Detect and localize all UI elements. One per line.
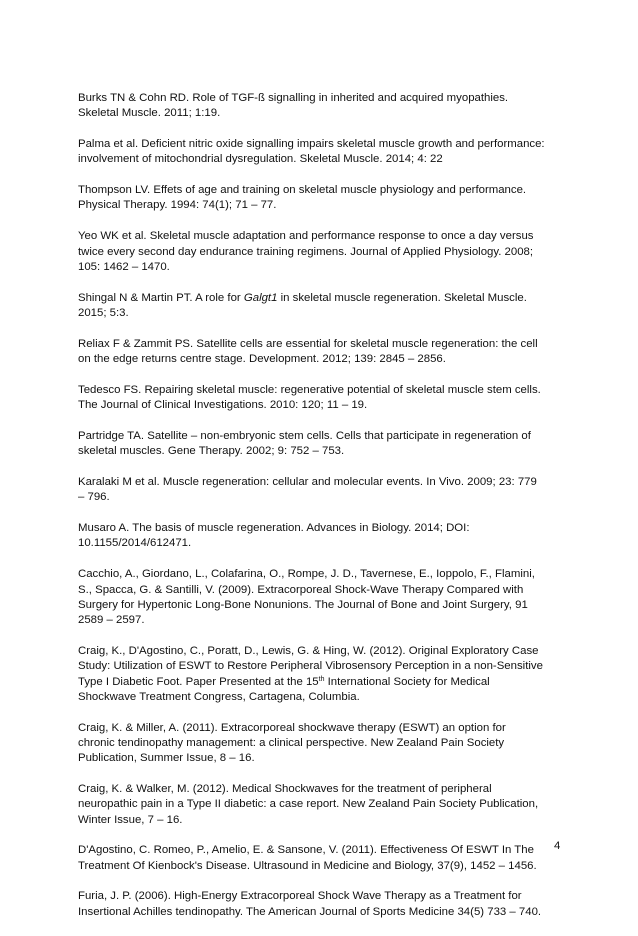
reference-item xyxy=(78,337,572,368)
reference-line: involvement of mitochondrial dysregulation. Skeletal Muscle. 2014; 4: 22 xyxy=(78,153,443,166)
reference-line: on the edge returns centre stage. Development. 2012; 139: 2845 – 2856. xyxy=(78,353,446,366)
reference-line: skeletal muscles. Gene Therapy. 2002; 9: 752 – 753. xyxy=(78,445,345,458)
reference-line: Study: Utilization of ESWT to Restore Peripheral Vibrosensory Perception in a non-Sensitive xyxy=(78,660,543,673)
reference-item xyxy=(78,383,572,414)
reference-line: Craig, K. & Walker, M. (2012). Medical Shockwaves for the treatment of peripheral xyxy=(78,783,492,795)
reference-item xyxy=(78,889,572,920)
reference-line: Thompson LV. Effets of age and training on skeletal muscle physiology and performance. xyxy=(78,184,527,197)
reference-line: Reliax F & Zammit PS. Satellite cells are essential for skeletal muscle regeneration: the cell xyxy=(78,337,538,350)
gene-name-italic: Galgt1 xyxy=(243,291,278,304)
reference-item xyxy=(78,475,572,506)
reference-item xyxy=(78,644,572,705)
reference-text: International Society for Medical xyxy=(324,675,490,688)
reference-list xyxy=(78,91,572,936)
reference-text: in skeletal muscle regeneration. Skeletal Muscle. xyxy=(277,291,527,304)
reference-line: neuropathic pain in a Type II diabetic: a case report. New Zealand Pain Society Publication, xyxy=(78,798,539,811)
reference-line: Surgery for Hypertonic Long-Bone Nonunions. The Journal of Bone and Joint Surgery, 91 xyxy=(78,598,528,611)
reference-line: 105: 1462 – 1470. xyxy=(78,260,170,273)
reference-line: 2015; 5:3. xyxy=(78,306,129,319)
reference-line: Palma et al. Deficient nitric oxide signalling impairs skeletal muscle growth and performance: xyxy=(78,138,545,151)
reference-line xyxy=(78,291,572,306)
reference-line: Craig, K., D'Agostino, C., Poratt, D., Lewis, G. & Hing, W. (2012). Original Exploratory Case xyxy=(78,644,539,657)
reference-line: D'Agostino, C. Romeo, P., Amelio, E. & Sansone, V. (2011). Effectiveness Of ESWT In The xyxy=(78,844,534,857)
reference-line: Treatment Of Kienbock's Disease. Ultrasound in Medicine and Biology, 37(9), 1452 – 1456. xyxy=(78,859,537,872)
reference-line: Publication, Summer Issue, 8 – 16. xyxy=(78,752,255,765)
reference-line: Insertional Achilles tendinopathy. The American Journal of Sports Medicine 34(5) 733 – 740. xyxy=(78,905,542,918)
reference-item xyxy=(78,183,572,214)
reference-line: – 796. xyxy=(78,491,110,504)
reference-item xyxy=(78,521,572,552)
page-number: 4 xyxy=(554,840,561,852)
ordinal-superscript: th xyxy=(318,675,325,683)
reference-line: 2589 – 2597. xyxy=(78,614,145,627)
reference-line: Tedesco FS. Repairing skeletal muscle: regenerative potential of skeletal muscle stem cells. xyxy=(78,383,541,396)
reference-line: Furia, J. P. (2006). High-Energy Extracorporeal Shock Wave Therapy as a Treatment for xyxy=(78,890,522,903)
reference-item xyxy=(78,429,572,460)
reference-line: Skeletal Muscle. 2011; 1:19. xyxy=(78,107,221,120)
reference-line: Karalaki M et al. Muscle regeneration: cellular and molecular events. In Vivo. 2009; 23: 779 xyxy=(78,476,537,489)
reference-line: Winter Issue, 7 – 16. xyxy=(78,813,183,826)
reference-line: Partridge TA. Satellite – non-embryonic stem cells. Cells that participate in regeneration of xyxy=(78,429,531,442)
reference-item xyxy=(78,843,572,874)
reference-line: chronic tendinopathy management: a clinical perspective. New Zealand Pain Society xyxy=(78,736,505,749)
reference-item xyxy=(78,91,572,122)
reference-text: Type I Diabetic Foot. Paper Presented at the 15 xyxy=(78,675,319,688)
reference-item xyxy=(78,567,572,628)
reference-item xyxy=(78,291,572,322)
reference-line: Craig, K. & Miller, A. (2011). Extracorporeal shockwave therapy (ESWT) an option for xyxy=(78,721,506,734)
reference-line: Cacchio, A., Giordano, L., Colafarina, O., Rompe, J. D., Tavernese, E., Ioppolo, F., Flamini, xyxy=(78,568,535,581)
reference-line: 10.1155/2014/612471. xyxy=(78,537,192,550)
reference-item xyxy=(78,721,572,767)
reference-line xyxy=(78,675,572,690)
reference-line: Physical Therapy. 1994: 74(1); 71 – 77. xyxy=(78,199,277,212)
reference-line: Yeo WK et al. Skeletal muscle adaptation and performance response to once a day versus xyxy=(78,230,534,243)
reference-line: Burks TN & Cohn RD. Role of TGF-ß signalling in inherited and acquired myopathies. xyxy=(78,92,509,104)
reference-item xyxy=(78,137,572,168)
reference-line: The Journal of Clinical Investigations. 2010: 120; 11 – 19. xyxy=(78,399,368,412)
reference-line: Musaro A. The basis of muscle regeneration. Advances in Biology. 2014; DOI: xyxy=(78,522,470,535)
reference-line: twice every second day endurance training regimens. Journal of Applied Physiology. 2008; xyxy=(78,245,534,258)
reference-text: Shingal N & Martin PT. A role for xyxy=(78,291,244,304)
reference-line: Shockwave Treatment Congress, Cartagena, Columbia. xyxy=(78,690,360,703)
reference-item xyxy=(78,229,572,275)
reference-item xyxy=(78,782,572,828)
reference-line: S., Spacca, G. & Santilli, V. (2009). Extracorporeal Shock-Wave Therapy Compared with xyxy=(78,583,524,596)
